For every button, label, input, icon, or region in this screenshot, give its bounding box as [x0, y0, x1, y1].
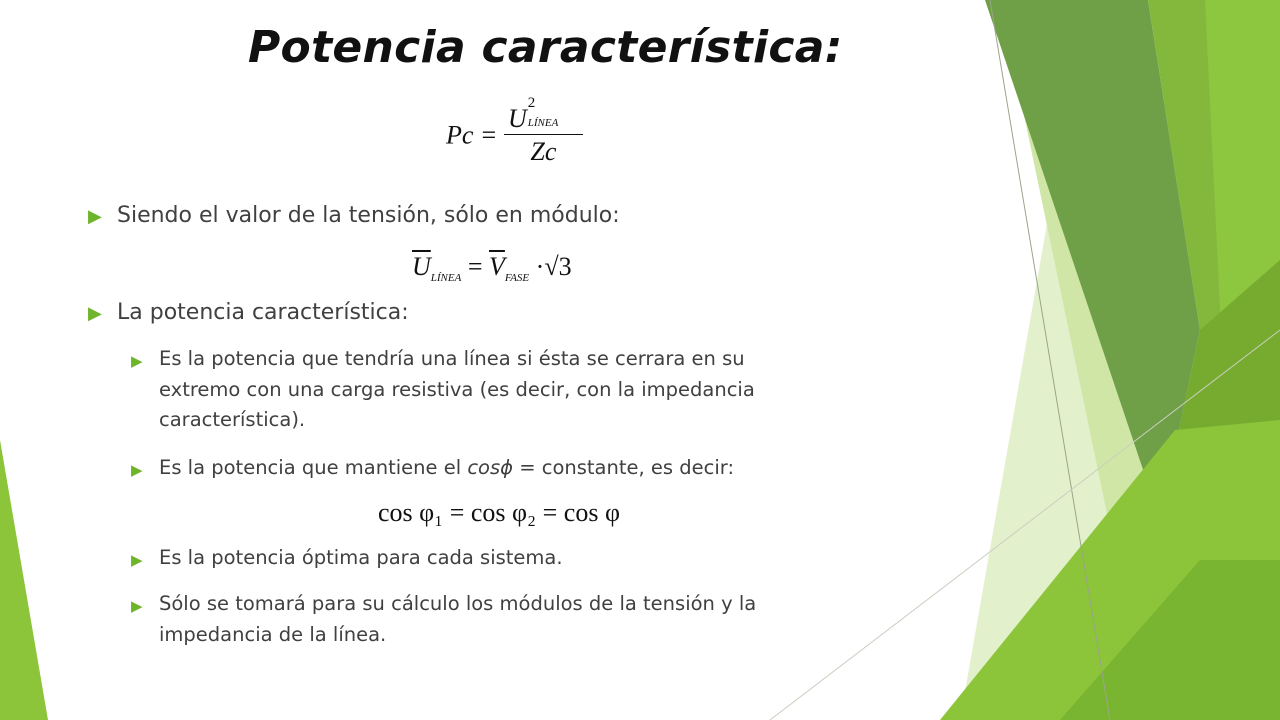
sub-bullet-text: Es la potencia que tendría una línea si ésta se cerrara en su extremo con una carga resistiva (es decir, con la impedancia característica). — [159, 347, 755, 431]
formula-pc-u: U — [507, 104, 527, 133]
sub-bullet-text — [159, 453, 734, 484]
triangle-right-icon: ▶ — [131, 597, 143, 615]
bullet-text: Siendo el valor de la tensión, sólo en módulo: — [117, 203, 620, 228]
sub-bullet-text-before: Es la potencia que mantiene el — [159, 456, 468, 479]
formula-voltage-v: $\overline{V}$ — [489, 252, 505, 281]
formula-voltage-dot: · — [535, 252, 545, 281]
triangle-right-icon: ▶ — [131, 551, 143, 569]
triangle-right-icon: ▶ — [131, 461, 143, 479]
sub-bullet-text: Es la potencia óptima para cada sistema. — [159, 546, 563, 569]
formula-voltage-sqrt: √3 — [544, 252, 572, 281]
formula-pc-numerator — [504, 95, 583, 135]
formula-cos: cos φ₁ = cos φ₂ = cos φ — [378, 498, 620, 527]
sub-bullet-text-after: = constante, es decir: — [513, 456, 735, 479]
formula-voltage-u: $\overline{U}$ — [412, 252, 431, 281]
bullet-text: La potencia característica: — [117, 300, 409, 325]
formula-voltage-u-sub: LÍNEA — [430, 272, 462, 285]
formula-pc-exp: 2 — [527, 95, 536, 111]
formula-pc-denominator: Zc — [530, 137, 557, 166]
formula-voltage-eq: = — [467, 252, 483, 281]
triangle-right-icon: ▶ — [88, 206, 102, 227]
formula-pc-lhs: Pc = — [446, 120, 498, 150]
slide-title: Potencia característica: — [248, 22, 843, 73]
cos-phi-term: cosϕ — [467, 456, 513, 479]
formula-voltage — [412, 252, 572, 284]
triangle-right-icon: ▶ — [131, 352, 143, 370]
sub-bullet-text: Sólo se tomará para su cálculo los módulos de la tensión y la impedancia de la línea. — [159, 592, 757, 646]
formula-pc-fraction — [504, 95, 583, 167]
formula-voltage-v-sub: FASE — [504, 272, 530, 285]
formula-pc — [446, 95, 583, 167]
triangle-right-icon: ▶ — [88, 303, 102, 324]
deco-shape-left — [0, 440, 48, 720]
formula-pc-sub: LÍNEA — [527, 117, 559, 129]
